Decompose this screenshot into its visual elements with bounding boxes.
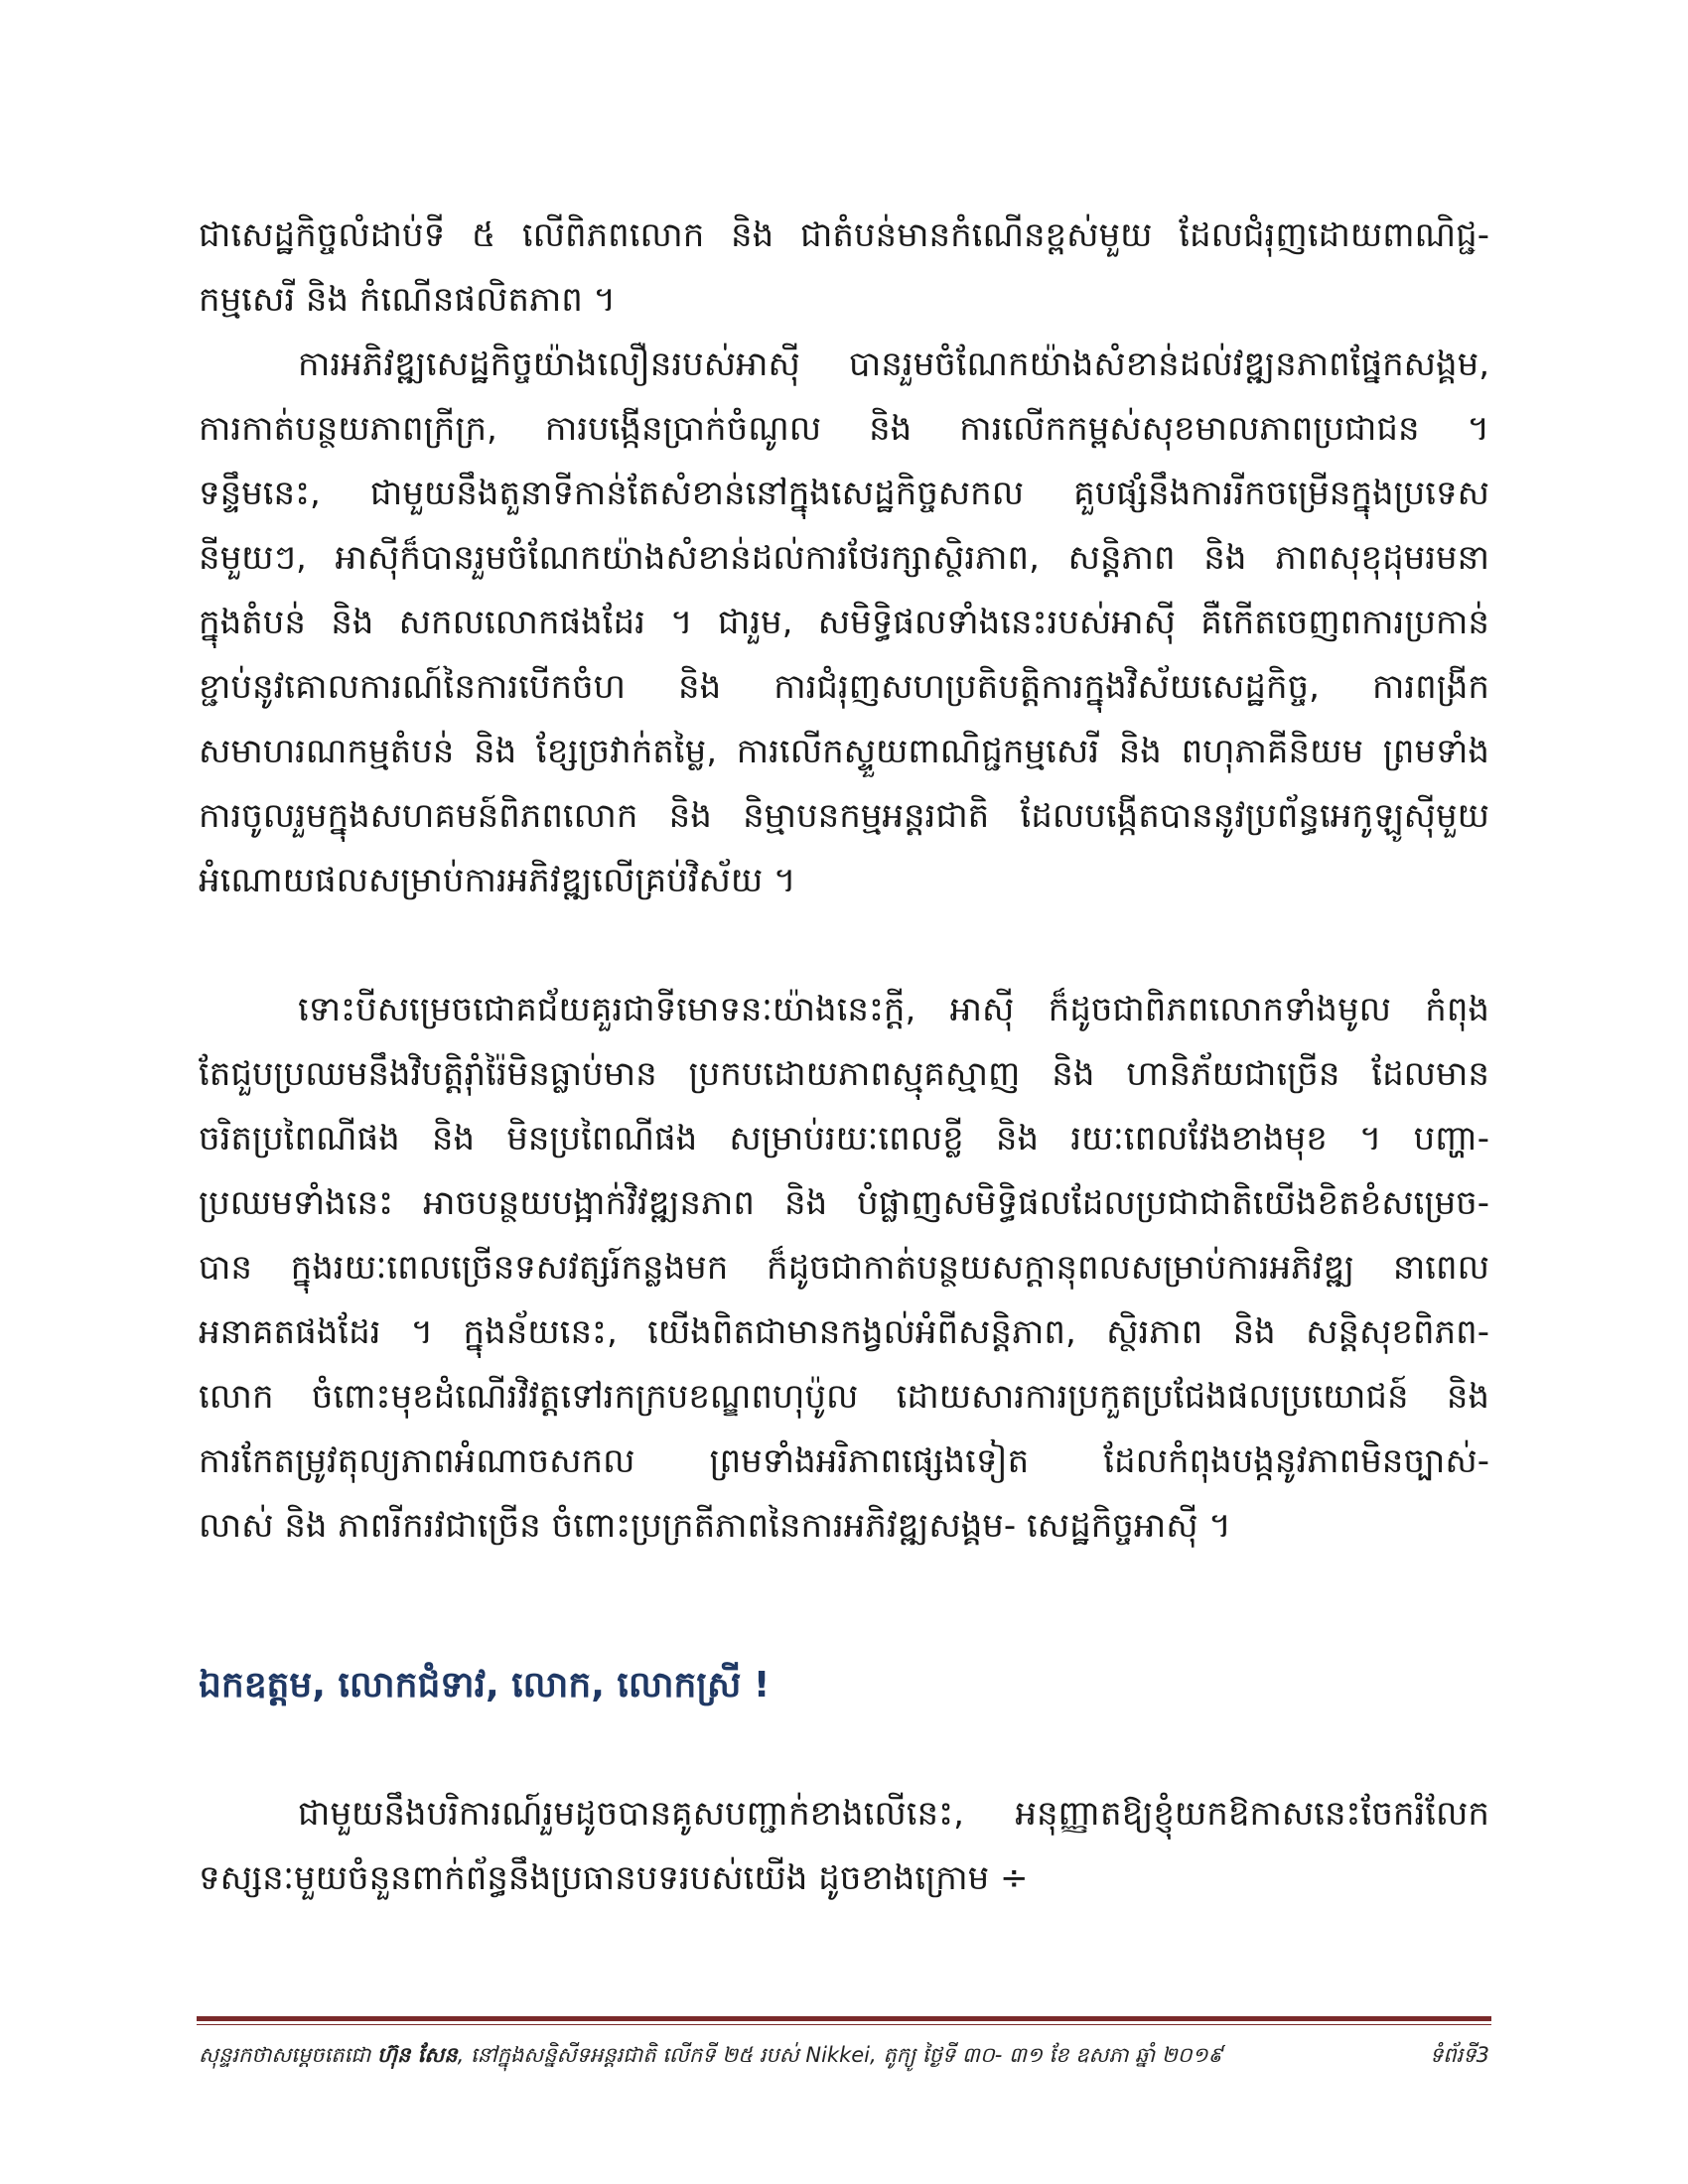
paragraph-line: លាស់ និង ភាពរីករវជាច្រើន ចំពោះប្រក្រតីភាពនៃការអភិវឌ្ឍសង្គម- សេដ្ឋកិច្ចអាស៊ី ។ [199,1506,1231,1546]
paragraph-line: លោក ចំពោះមុខដំណើរវិវត្តទៅរកក្របខណ្ឌពហុប៉ូល ដោយសារការប្រកួតប្រជែងផលប្រយោជន៍ និង [199,1377,1489,1417]
paragraph-1 [199,204,1489,333]
paragraph-line: ចរិតប្រពៃណីផង និង មិនប្រពៃណីផង សម្រាប់រយៈពេលខ្លី និង រយៈពេលវែងខាងមុខ ។ បញ្ហា- [199,1119,1489,1159]
footer-prefix: សុន្ទរកថាសម្តេចតេជោ [199,2043,371,2067]
paragraph-line: ទន្ទឹមនេះ, ជាមួយនឹងតួនាទីកាន់តែសំខាន់នៅក្នុងសេដ្ឋកិច្ចសកល គួបផ្សំនឹងការរីកចម្រើនក្នុងប្រទេស [199,474,1489,513]
footer-suffix: , នៅក្នុងសន្និសីទអន្តរជាតិ លើកទី ២៥ របស់ Nikkei, តូក្យូ ថ្ងៃទី ៣០- ៣១ ខែ ឧសភា ឆ្នាំ ២០១៩ [457,2043,1223,2067]
paragraph-4 [199,1782,1489,1911]
paragraph-line: ក្នុងតំបន់ និង សកលលោកផងដែរ ។ ជារួម, សមិទ្ធិផលទាំងនេះរបស់អាស៊ី គឺកើតចេញពការប្រកាន់ [199,603,1489,642]
paragraph-line: នីមួយៗ, អាស៊ីក៏បានរួមចំណែកយ៉ាងសំខាន់ដល់ការថែរក្សាស្ថិរភាព, សន្តិភាព និង ភាពសុខុដុមរមនា [199,538,1489,578]
paragraph-line: កម្មសេរី និង កំណើនផលិតភាព ។ [199,280,617,320]
paragraph-line: ទោះបីសម្រេចជោគជ័យគួរជាទីមោទនៈយ៉ាងនេះក្តី, អាស៊ី ក៏ដូចជាពិភពលោកទាំងមូល កំពុង [298,990,1489,1029]
paragraph-line: ការអភិវឌ្ឍសេដ្ឋកិច្ចយ៉ាងលឿនរបស់អាស៊ី បានរួមចំណែកយ៉ាងសំខាន់ដល់វឌ្ឍនភាពផ្នែកសង្គម, [298,344,1489,384]
paragraph-line: អនាគតផងដែរ ។ ក្នុងន័យនេះ, យើងពិតជាមានកង្វល់អំពីសន្តិភាព, ស្ថិរភាព និង សន្តិសុខពិភព- [199,1312,1489,1352]
paragraph-line: ជាសេដ្ឋកិច្ចលំដាប់ទី ៥ លើពិភពលោក និង ជាតំបន់មានកំណើនខ្ពស់មួយ ដែលជំរុញដោយពាណិជ្ជ- [199,215,1489,255]
paragraph-line: បាន ក្នុងរយៈពេលច្រើនទសវត្សរ៍កន្លងមក ក៏ដូចជាកាត់បន្ថយសក្តានុពលសម្រាប់ការអភិវឌ្ឍ នាពេល [199,1248,1489,1288]
page-number: ទំព័រទី3 [1429,2043,1489,2067]
footer-divider-thin [197,2024,1491,2025]
footer-caption [199,2035,1222,2075]
paragraph-line: ទស្សនៈមួយចំនួនពាក់ព័ន្ធនឹងប្រធានបទរបស់យើង ដូចខាងក្រោម ÷ [199,1858,1029,1898]
paragraph-line: ប្រឈមទាំងនេះ អាចបន្ថយបង្អាក់វិវឌ្ឍនភាព និង បំផ្លាញសមិទ្ធិផលដែលប្រជាជាតិយើងខិតខំសម្រេច- [199,1183,1489,1223]
paragraph-line: ការចូលរួមក្នុងសហគមន៍ពិភពលោក និង និម្មាបនកម្មអន្តរជាតិ ដែលបង្កើតបាននូវប្រព័ន្ធអេកូឡូស៊ីមួយ [199,796,1489,836]
paragraph-3 [199,978,1489,1559]
section-heading: ឯកឧត្តម, លោកជំទាវ, លោក, លោកស្រី ! [199,1665,771,1706]
footer-speaker-name: ហ៊ុន សែន [376,2043,458,2067]
page-footer [199,2035,1489,2075]
paragraph-line: ជាមួយនឹងបរិការណ៍រួមដូចបានគូសបញ្ជាក់ខាងលើនេះ, អនុញ្ញាតឱ្យខ្ញុំយកឱកាសនេះចែករំលែក [298,1794,1489,1834]
paragraph-line: សមាហរណកម្មតំបន់ និង ខ្សែច្រវាក់តម្លៃ, ការលើកស្ទួយពាណិជ្ជកម្មសេរី និង ពហុភាគីនិយម ព្រមទាំង [199,732,1489,771]
paragraph-line: អំណោយផលសម្រាប់ការអភិវឌ្ឍលើគ្រប់វិស័យ ។ [199,861,796,900]
footer-divider [197,2016,1491,2021]
paragraph-line: តែជួបប្រឈមនឹងវិបត្តិរ៉ាំរ៉ៃមិនធ្លាប់មាន ប្រកបដោយភាពស្មុគស្មាញ និង ហានិភ័យជាច្រើន ដែលមាន [199,1054,1489,1094]
paragraph-2 [199,333,1489,913]
paragraph-line: ការកាត់បន្ថយភាពក្រីក្រ, ការបង្កើនប្រាក់ចំណូល និង ការលើកកម្ពស់សុខមាលភាពប្រជាជន ។ [199,409,1489,449]
paragraph-line: ខ្ជាប់នូវគោលការណ៍នៃការបើកចំហ និង ការជំរុញសហប្រតិបត្តិការក្នុងវិស័យសេដ្ឋកិច្ច, ការពង្រីក [199,667,1489,707]
paragraph-line: ការកែតម្រូវតុល្យភាពអំណាចសកល ព្រមទាំងអរិភាពផ្សេងទៀត ដែលកំពុងបង្កនូវភាពមិនច្បាស់- [199,1441,1489,1481]
